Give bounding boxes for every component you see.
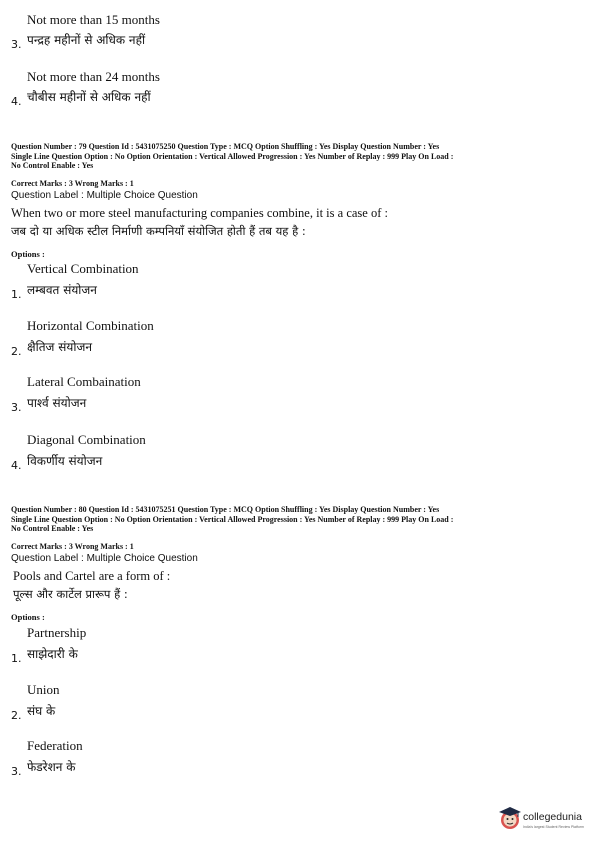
q80-option-2-hindi: संघ के [27,704,56,718]
q80-text-english: Pools and Cartel are a form of : [13,569,171,583]
option-4-number: 4. [11,95,22,108]
q79-meta-line-1: Question Number : 79 Question Id : 5431075250 Question Type : MCQ Option Shuffling : Yes Display Question Number : Yes [11,142,440,151]
collegedunia-logo [498,805,594,835]
q80-option-2-number: 2. [11,709,22,722]
q79-option-1-english: Vertical Combination [27,261,139,276]
q80-option-1-number: 1. [11,652,22,665]
q80-option-2-english: Union [27,682,60,697]
q80-meta-line-3: No Control Enable : Yes [11,524,94,533]
option-3-hindi: पन्द्रह महीनों से अधिक नहीं [27,33,146,47]
q80-option-3-english: Federation [27,738,83,753]
option-4-hindi: चौबीस महीनों से अधिक नहीं [27,90,151,104]
q80-option-1-hindi: साझेदारी के [27,647,78,661]
q80-options-heading: Options : [11,612,45,622]
q79-text-hindi: जब दो या अधिक स्टील निर्माणी कम्पनियाँ संयोजित होती हैं तब यह है : [11,224,306,238]
q80-metadata [11,505,453,534]
q79-option-3-hindi: पार्श्व संयोजन [27,396,87,410]
q79-option-3-number: 3. [11,401,22,414]
q80-option-3-hindi: फेडरेशन के [27,760,76,774]
q79-options-heading: Options : [11,249,45,259]
q80-option-1-english: Partnership [27,625,87,640]
q79-option-4-number: 4. [11,459,22,472]
q80-meta-line-1: Question Number : 80 Question Id : 5431075251 Question Type : MCQ Option Shuffling : Yes Display Question Number : Yes [11,505,440,514]
q80-meta-line-2: Single Line Question Option : No Option Orientation : Vertical Allowed Progression : Yes Number of Replay : 999 Play On Load : [11,514,454,524]
q80-label: Question Label : Multiple Choice Question [11,553,198,564]
option-3-number: 3. [11,38,22,51]
q79-marks: Correct Marks : 3 Wrong Marks : 1 [11,179,134,188]
q79-text-english: When two or more steel manufacturing companies combine, it is a case of : [11,206,388,220]
q79-label: Question Label : Multiple Choice Question [11,190,198,201]
q79-meta-line-2: Single Line Question Option : No Option Orientation : Vertical Allowed Progression : Yes Number of Replay : 999 Play On Load : [11,151,454,161]
q79-option-1-hindi: लम्बवत संयोजन [27,283,97,297]
logo-tagline: India's largest Student Review Platform [523,825,584,829]
q79-option-1-number: 1. [11,288,22,301]
q79-metadata [11,142,453,171]
q80-option-3-number: 3. [11,765,22,778]
q79-option-2-number: 2. [11,345,22,358]
q79-option-4-english: Diagonal Combination [27,432,146,447]
option-3-english: Not more than 15 months [27,12,160,27]
q79-option-3-english: Lateral Combaination [27,374,141,389]
option-4-english: Not more than 24 months [27,69,160,84]
q79-option-2-hindi: क्षैतिज संयोजन [27,340,93,354]
q80-marks: Correct Marks : 3 Wrong Marks : 1 [11,542,134,551]
q79-option-2-english: Horizontal Combination [27,318,154,333]
q80-text-hindi: पूल्स और कार्टेल प्रारूप हैं : [13,587,128,601]
q79-meta-line-3: No Control Enable : Yes [11,161,94,170]
logo-name: collegedunia [523,811,582,823]
q79-option-4-hindi: विकर्णीय संयोजन [27,454,103,468]
graduation-cap-icon [498,805,522,831]
